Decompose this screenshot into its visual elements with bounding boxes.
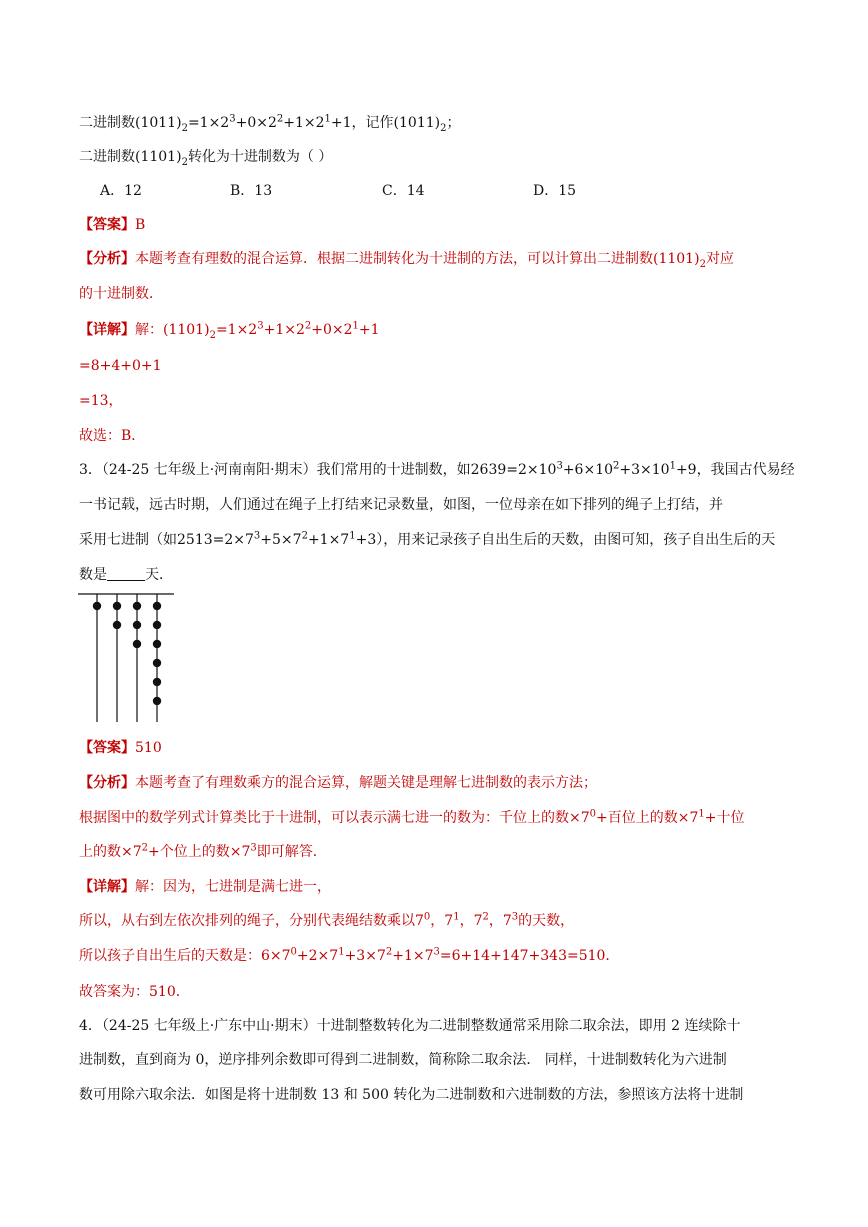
q2-example-line: 二进制数$(1011)_2=1\times 2^3+0\times 2^2+1\times 2^1+1$，记作$(1011)_2$；	[79, 113, 461, 134]
answer-blank	[107, 566, 145, 581]
q3-detail-line3: 所以孩子自出生后的天数是：$6\times 7^0+2\times 7^1+3\times 7^2+1\times 7^3=6+14+147+343=510$．	[79, 946, 620, 964]
q2-answer: 【答案】B	[79, 217, 146, 233]
rope-4-knot	[153, 621, 161, 629]
rope-4-knot	[153, 678, 161, 686]
q2-step-1: =8+4+0+1	[79, 358, 162, 374]
q3-line-2: 一书记载，远古时期，人们通过在绳子上打结来记录数量，如图，一位母亲在如下排列的绳子上打结，并	[79, 497, 723, 513]
rope-4-knot	[153, 697, 161, 705]
q2-conclusion: 故选：B．	[79, 428, 146, 444]
q2-option-a: A．12	[100, 183, 142, 199]
rope-4-knot	[153, 602, 161, 610]
q3-detail-line2: 所以，从右到左依次排列的绳子，分别代表绳结数乘以$7^0$，$7^1$，$7^2$，$7^3$的天数，	[79, 911, 575, 929]
q4-line-1: 4．（24-25 七年级上·广东中山·期末）十进制整数转化为二进制整数通常采用除二取余法，即用 2 连续除十	[79, 1018, 741, 1034]
q4-line-3: 数可用除六取余法．如图是将十进制数 13 和 500 转化为二进制数和六进制数的方法，参照该方法将十进制	[79, 1087, 744, 1103]
q3-line-4: 数是 天．	[79, 567, 173, 583]
rope-1-knot	[93, 602, 101, 610]
q2-option-c: C．14	[382, 183, 425, 199]
q2-option-d: D．15	[533, 183, 577, 199]
rope-4-knot	[153, 640, 161, 648]
q3-line-1: 3．（24-25 七年级上·河南南阳·期末）我们常用的十进制数，如$2639=2\times 10^3+6\times 10^2+3\times 10^1+9$，我国古代易经	[79, 460, 795, 478]
q2-analysis-line2: 的十进制数．	[79, 286, 163, 302]
q3-answer: 【答案】510	[79, 740, 162, 756]
rope-4-knot	[153, 659, 161, 667]
q2-analysis: 【分析】本题考查有理数的混合运算．根据二进制转化为十进制的方法，可以计算出二进制数$(1101)_2$对应	[79, 251, 734, 270]
q2-detail: 【详解】解：$(1101)_2=1\times 2^3+1\times 2^2+0\times 2^1+1$	[79, 320, 380, 341]
q3-line-3: 采用七进制（如$2513=2\times 7^3+5\times 7^2+1\times 7^1+3$），用来记录孩子自出生后的天数，由图可知，孩子自出生后的天	[79, 530, 776, 548]
q3-analysis-line2: 根据图中的数学列式计算类比于十进制，可以表示满七进一的数为：千位上的数$\times 7^0+$百位上的数$\times 7^1+$十位	[79, 808, 745, 826]
rope-3-knot	[133, 640, 141, 648]
q3-conclusion: 故答案为：510．	[79, 984, 190, 1000]
q3-detail: 【详解】解：因为，七进制是满七进一，	[79, 879, 331, 895]
q2-step-2: =13，	[79, 393, 123, 409]
q3-analysis-line3: 上的数$\times 7^2+$个位上的数$\times 7^3$即可解答．	[79, 842, 327, 860]
q4-line-2: 进制数，直到商为 0，逆序排列余数即可得到二进制数，简称除二取余法． 同样，十进制数转化为六进制	[79, 1052, 727, 1068]
q2-option-b: B．13	[230, 183, 273, 199]
rope-knot-figure	[78, 590, 178, 726]
rope-3-knot	[133, 602, 141, 610]
q2-stem: 二进制数$(1101)_2$转化为十进制数为（ ）	[79, 149, 333, 168]
rope-2-knot	[113, 602, 121, 610]
rope-2-knot	[113, 621, 121, 629]
q3-analysis: 【分析】本题考查了有理数乘方的混合运算，解题关键是理解七进制数的表示方法；	[79, 775, 597, 791]
rope-3-knot	[133, 621, 141, 629]
